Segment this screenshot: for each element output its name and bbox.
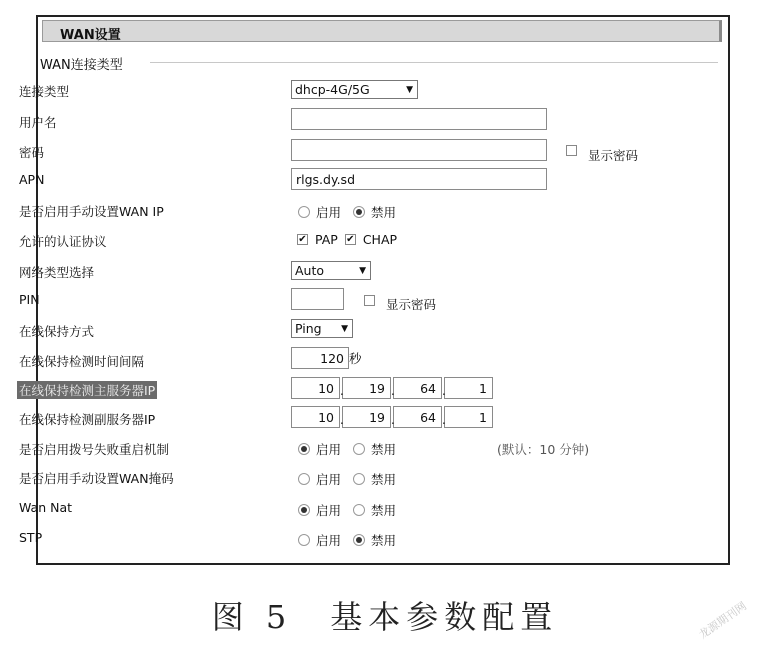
radio-label: 禁用 [371,442,397,457]
pap-label: PAP [315,232,338,247]
radio-label: 禁用 [371,205,397,220]
conn-type-value: dhcp-4G/5G [295,82,370,97]
username-input[interactable] [291,108,547,130]
panel-title: WAN设置 [60,28,121,43]
show-pin-checkbox[interactable] [364,295,375,306]
chevron-down-icon: ▼ [406,84,413,95]
pap-checkbox[interactable]: ✔ [298,233,307,245]
primary-ip-octet-3[interactable]: 64 [393,377,442,399]
manual-wan-ip-disable-radio[interactable] [353,206,365,218]
stp-enable-radio[interactable] [298,534,310,546]
ip-dot: . [391,384,395,398]
username-label: 用户名 [19,115,57,130]
password-label: 密码 [19,145,45,160]
radio-label: 启用 [316,533,342,548]
redial-restart-label: 是否启用拨号失败重启机制 [19,442,170,457]
watermark: 龙源期刊网 [696,599,750,642]
interval-unit: 秒 [349,351,362,366]
primary-ip-octet-1[interactable]: 10 [291,377,340,399]
chap-label: CHAP [362,232,398,247]
radio-label: 启用 [316,503,342,518]
secondary-ip-octet-1[interactable]: 10 [291,406,340,428]
conn-type-label: 连接类型 [19,84,70,99]
interval-input[interactable]: 120 [291,347,349,369]
chevron-down-icon: ▼ [359,265,366,276]
primary-ip-octet-2[interactable]: 19 [342,377,391,399]
manual-wan-ip-enable-radio[interactable] [298,206,310,218]
keepalive-select[interactable] [291,319,353,338]
radio-label: 禁用 [371,503,397,518]
apn-label: APN [19,172,45,187]
secondary-ip-field [291,406,493,428]
manual-wan-ip-label: 是否启用手动设置WAN IP [19,204,164,219]
manual-mask-enable-radio[interactable] [298,473,310,485]
interval-label: 在线保持检测时间间隔 [19,354,145,369]
redial-restart-disable-radio[interactable] [353,443,365,455]
show-password-label: 显示密码 [588,148,639,163]
auth-label: 允许的认证协议 [19,234,107,249]
conn-type-select[interactable] [291,80,418,99]
secondary-ip-octet-3[interactable]: 64 [393,406,442,428]
manual-mask-disable-radio[interactable] [353,473,365,485]
keepalive-value: Ping [295,321,322,336]
redial-restart-enable-radio[interactable] [298,443,310,455]
secondary-ip-label: 在线保持检测副服务器IP [19,412,156,427]
secondary-ip-octet-4[interactable]: 1 [444,406,493,428]
section-title: WAN连接类型 [40,58,123,73]
section-divider [150,62,718,63]
primary-ip-field [291,377,493,399]
chap-checkbox[interactable]: ✔ [346,233,355,245]
net-type-label: 网络类型选择 [19,265,95,280]
show-password-checkbox[interactable] [566,145,577,156]
manual-mask-label: 是否启用手动设置WAN掩码 [19,471,174,486]
stp-label: STP [19,530,43,545]
wan-nat-disable-radio[interactable] [353,504,365,516]
password-input[interactable] [291,139,547,161]
wan-nat-enable-radio[interactable] [298,504,310,516]
apn-input[interactable]: rlgs.dy.sd [291,168,547,190]
figure-caption: 图 5 基本参数配置 [211,598,559,636]
ip-dot: . [391,413,395,427]
radio-label: 禁用 [371,472,397,487]
ip-dot: . [442,413,446,427]
pin-label: PIN [19,292,40,307]
primary-ip-label: 在线保持检测主服务器IP [19,383,156,398]
primary-ip-octet-4[interactable]: 1 [444,377,493,399]
net-type-select[interactable] [291,261,371,280]
chevron-down-icon: ▼ [341,323,348,334]
redial-note: (默认：10 分钟) [497,442,590,457]
wan-nat-label: Wan Nat [19,500,73,515]
secondary-ip-octet-2[interactable]: 19 [342,406,391,428]
panel-header [42,20,722,42]
stp-disable-radio[interactable] [353,534,365,546]
radio-label: 启用 [316,205,342,220]
ip-dot: . [340,413,344,427]
net-type-value: Auto [295,263,325,278]
radio-label: 启用 [316,442,342,457]
pin-input[interactable] [291,288,344,310]
radio-label: 禁用 [371,533,397,548]
keepalive-label: 在线保持方式 [19,324,95,339]
ip-dot: . [340,384,344,398]
show-pin-label: 显示密码 [386,297,437,312]
radio-label: 启用 [316,472,342,487]
ip-dot: . [442,384,446,398]
